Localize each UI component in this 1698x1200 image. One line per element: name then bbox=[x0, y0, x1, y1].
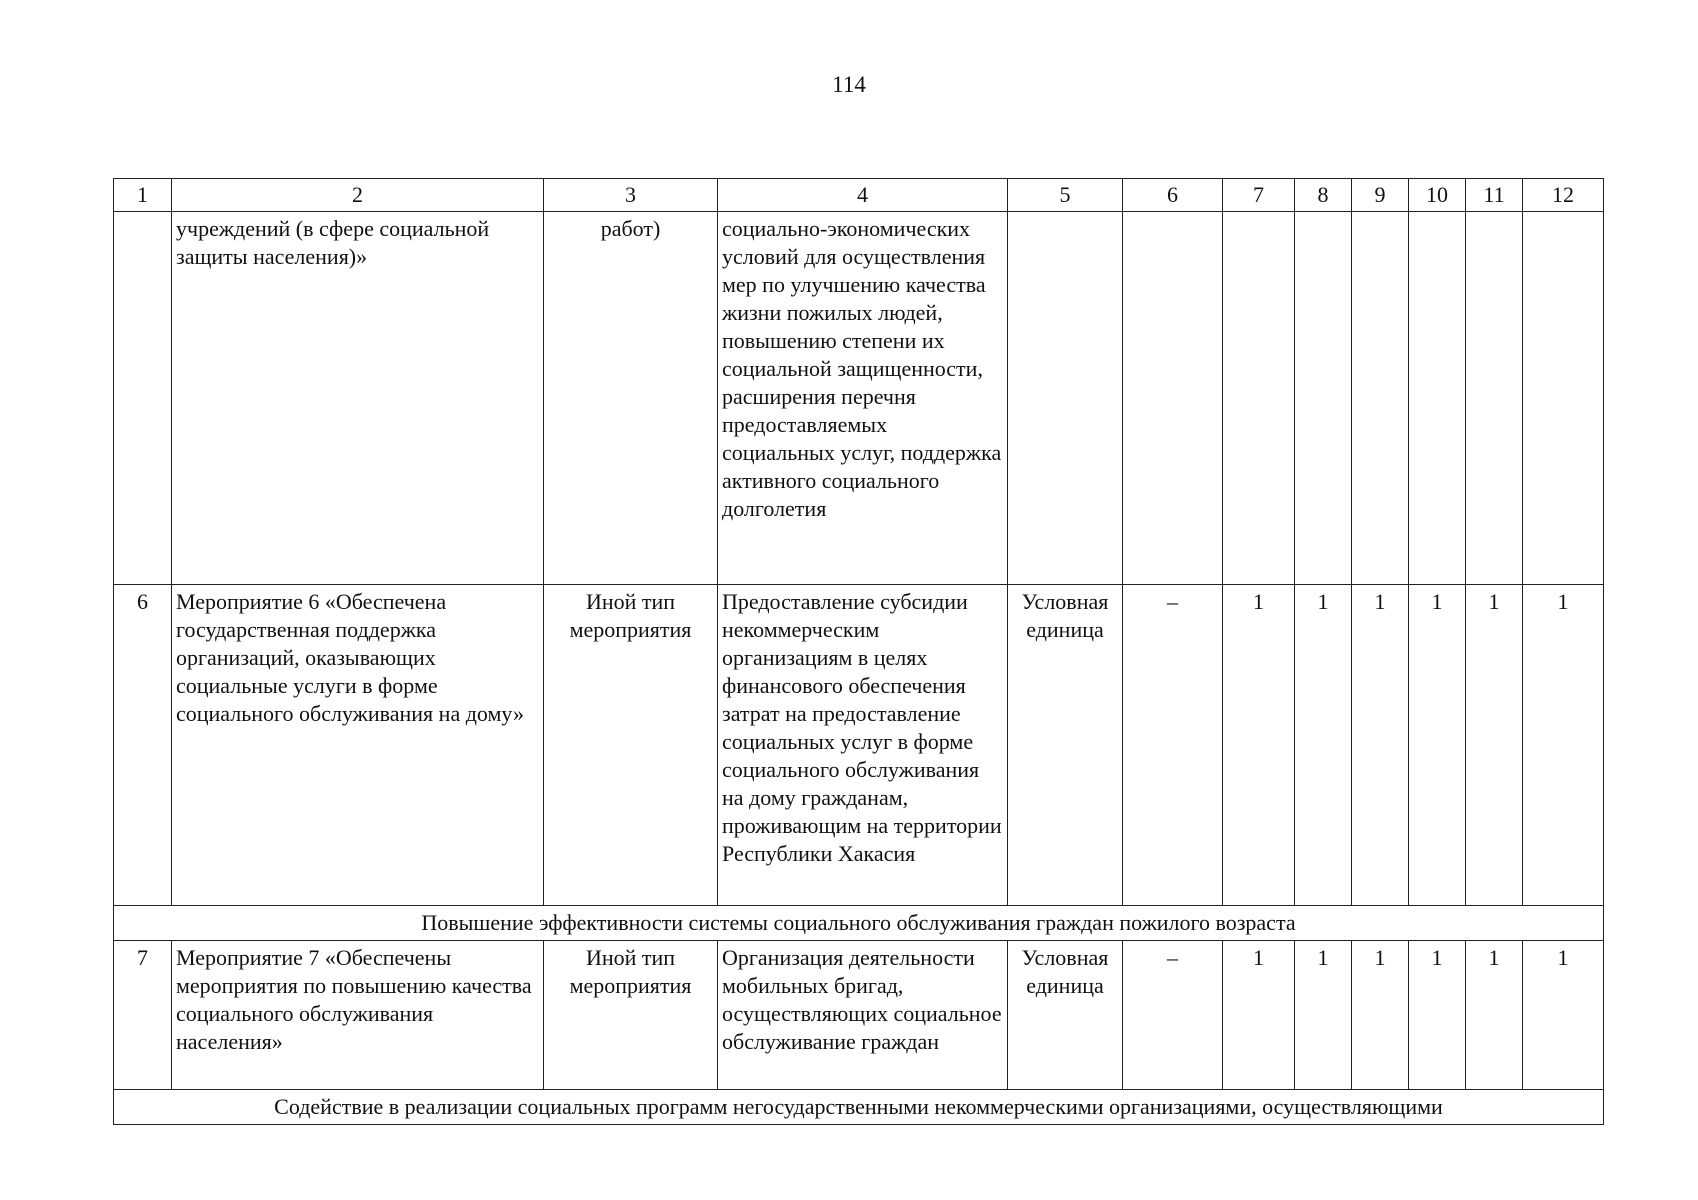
cell-measure-type: Иной тип мероприятия bbox=[544, 585, 718, 906]
col-number-4: 4 bbox=[718, 179, 1008, 212]
cell-col12: 1 bbox=[1523, 941, 1604, 1090]
cell-measure-type: Иной тип мероприятия bbox=[544, 941, 718, 1090]
cell-col11: 1 bbox=[1466, 941, 1523, 1090]
cell-col8: 1 bbox=[1295, 941, 1352, 1090]
cell-col11: 1 bbox=[1466, 585, 1523, 906]
cell-number: 6 bbox=[114, 585, 172, 906]
cell-number: 7 bbox=[114, 941, 172, 1090]
measures-table bbox=[113, 178, 1604, 1125]
cell-unit bbox=[1008, 212, 1123, 585]
cell-col8 bbox=[1295, 212, 1352, 585]
cell-number bbox=[114, 212, 172, 585]
cell-measure-name: Мероприятие 6 «Обеспечена государственная поддержка организаций, оказывающих социальные услуги в форме социального обслуживания на дому» bbox=[172, 585, 544, 906]
col-number-12: 12 bbox=[1523, 179, 1604, 212]
cell-measure-name: учреждений (в сфере социальной защиты населения)» bbox=[172, 212, 544, 585]
cell-col6: – bbox=[1123, 941, 1223, 1090]
cell-description: Организация деятельности мобильных бригад, осуществляющих социальное обслуживание граждан bbox=[718, 941, 1008, 1090]
cell-col9 bbox=[1352, 212, 1409, 585]
cell-col11 bbox=[1466, 212, 1523, 585]
col-number-7: 7 bbox=[1223, 179, 1295, 212]
section-row bbox=[114, 906, 1604, 941]
col-number-10: 10 bbox=[1409, 179, 1466, 212]
col-number-8: 8 bbox=[1295, 179, 1352, 212]
section-heading: Повышение эффективности системы социального обслуживания граждан пожилого возраста bbox=[114, 906, 1604, 941]
cell-col7: 1 bbox=[1223, 941, 1295, 1090]
cell-col9: 1 bbox=[1352, 585, 1409, 906]
cell-col12 bbox=[1523, 212, 1604, 585]
cell-col6 bbox=[1123, 212, 1223, 585]
col-number-1: 1 bbox=[114, 179, 172, 212]
section-row bbox=[114, 1090, 1604, 1125]
page-number: 114 bbox=[832, 72, 866, 97]
cell-unit: Условная единица bbox=[1008, 585, 1123, 906]
cell-col7 bbox=[1223, 212, 1295, 585]
cell-col12: 1 bbox=[1523, 585, 1604, 906]
section-heading: Содействие в реализации социальных программ негосударственными некоммерческими организациями, осуществляющими bbox=[114, 1090, 1604, 1125]
cell-col9: 1 bbox=[1352, 941, 1409, 1090]
col-number-9: 9 bbox=[1352, 179, 1409, 212]
table-row-6 bbox=[114, 585, 1604, 906]
column-number-row bbox=[114, 179, 1604, 212]
cell-measure-type: работ) bbox=[544, 212, 718, 585]
col-number-11: 11 bbox=[1466, 179, 1523, 212]
cell-col10 bbox=[1409, 212, 1466, 585]
cell-col7: 1 bbox=[1223, 585, 1295, 906]
cell-description: Предоставление субсидии некоммерческим организациям в целях финансового обеспечения затрат на предоставление социальных услуг в форме социального обслуживания на дому гражданам, проживающим на территории Республики Хакасия bbox=[718, 585, 1008, 906]
cell-col8: 1 bbox=[1295, 585, 1352, 906]
col-number-3: 3 bbox=[544, 179, 718, 212]
col-number-2: 2 bbox=[172, 179, 544, 212]
cell-col10: 1 bbox=[1409, 585, 1466, 906]
table-row-7 bbox=[114, 941, 1604, 1090]
col-number-5: 5 bbox=[1008, 179, 1123, 212]
table-row-continuation bbox=[114, 212, 1604, 585]
cell-col6: – bbox=[1123, 585, 1223, 906]
cell-col10: 1 bbox=[1409, 941, 1466, 1090]
col-number-6: 6 bbox=[1123, 179, 1223, 212]
cell-measure-name: Мероприятие 7 «Обеспечены мероприятия по повышению качества социального обслуживания населения» bbox=[172, 941, 544, 1090]
cell-description: социально-экономических условий для осуществления мер по улучшению качества жизни пожилых людей, повышению степени их социальной защищенности, расширения перечня предоставляемых социальных услуг, поддержка активного социального долголетия bbox=[718, 212, 1008, 585]
cell-unit: Условная единица bbox=[1008, 941, 1123, 1090]
